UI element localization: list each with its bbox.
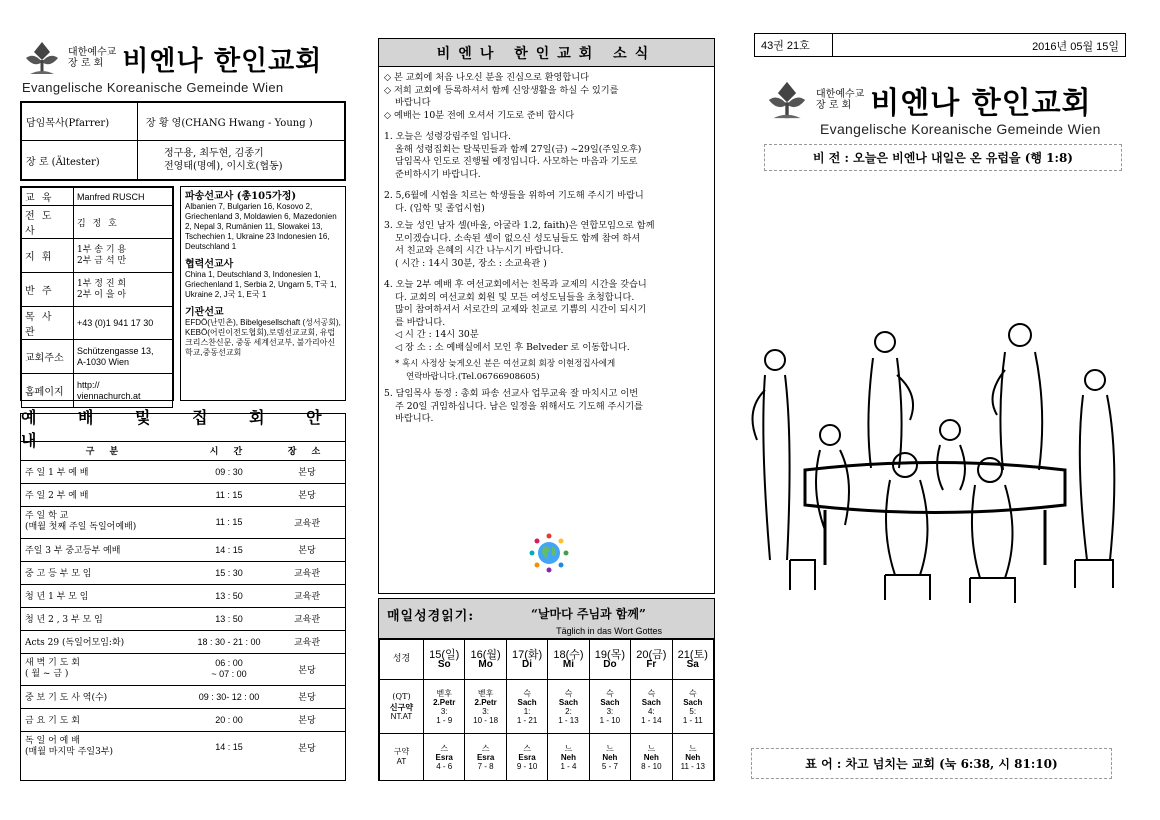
info-label: 지 휘 <box>22 239 74 273</box>
info-label: 반 주 <box>22 273 74 307</box>
bible-day-header: 17(화) Di <box>506 640 547 680</box>
globe-people-icon <box>528 532 570 574</box>
figure-standing-right <box>993 324 1043 470</box>
info-label: 교 육 <box>22 188 74 206</box>
schedule-row: 청 년 1 부 모 임 13 : 50 교육관 <box>21 584 345 607</box>
mission-text: EFDÖ(난민촌), Bibelgesellschaft (성서공회), KEBÖ(어린이전도협회),로뎀선교교회, 유럽 크리스찬신문, 중동 세계선교부, 불가리아신학교,중동선교회 <box>185 318 341 357</box>
news-welcome: ◇ 저희 교회에 등록하셔서 함께 신앙생활을 하실 수 있기를 <box>384 84 619 96</box>
schedule-row: 주 일 2 부 예 배 11 : 15 본당 <box>21 483 345 506</box>
info-value: +43 (0)1 941 17 30 <box>74 307 173 340</box>
church-logo-header <box>20 36 345 94</box>
info-value: Schützengasse 13, A-1030 Wien <box>74 340 173 374</box>
info-label: 홈페이지 <box>22 374 74 408</box>
mission-text: China 1, Deutschland 3, Indonesien 1, Griechenland 1, Serbia 2, Ungarn 5, T국 1, Ukraine 2, J국 1, E국 1 <box>185 270 337 299</box>
bible-ot-reading: 스 Esra 9 - 10 <box>506 734 547 781</box>
bible-day-header: 16(월) Mo <box>465 640 506 680</box>
mission-title: 파송선교사 (총105가정) <box>185 191 297 202</box>
church-name-korean: 비엔나 한인교회 <box>870 86 1092 121</box>
bible-row-label: 성경 <box>380 640 424 680</box>
bible-nt-reading: 슥 Sach 1: 1 - 21 <box>506 680 547 734</box>
issue-bar <box>754 33 1126 57</box>
schedule-title: 예 배 및 집 회 안 내 <box>21 414 345 442</box>
schedule-row: 주일 3 부 중고등부 예배 14 : 15 본당 <box>21 538 345 561</box>
news-item: 1. 오늘은 성령강림주일 입니다. 올해 성령집회는 탈북민들과 함께 27일(금) ~29일(주일오후) 담임목사 인도로 진행될 예정입니다. 사모하는 마음과 기도로 준비하시기 바랍니다. <box>384 131 642 180</box>
news-body <box>379 67 714 431</box>
mission-box <box>180 186 346 401</box>
bible-day-header: 20(금) Fr <box>631 640 672 680</box>
bible-row-label: (QT) 신구약 NT.AT <box>380 680 424 734</box>
pastor-name: 장 황 영(CHANG Hwang - Young ) <box>138 103 345 141</box>
figure-standing-center <box>868 332 913 468</box>
bible-reading-table <box>379 639 714 781</box>
bible-ot-reading: 느 Neh 8 - 10 <box>631 734 672 781</box>
homepage-link[interactable]: http:// viennachurch.at <box>74 374 173 408</box>
schedule-row: 금 요 기 도 회 20 : 00 본당 <box>21 708 345 731</box>
info-value: 1부 송 기 용 2부 금 석 만 <box>74 239 173 273</box>
schedule-header: 구 분 <box>21 442 189 460</box>
info-label: 교회주소 <box>22 340 74 374</box>
info-value: Manfred RUSCH <box>74 188 173 206</box>
elder-label: 장 로 (Ältester) <box>22 141 138 180</box>
bible-nt-reading: 슥 Sach 2: 1 - 13 <box>548 680 589 734</box>
bible-header <box>379 599 714 639</box>
schedule-row: 청 년 2 , 3 부 모 임 13 : 50 교육관 <box>21 607 345 630</box>
bible-subtitle-german: Täglich in das Wort Gottes <box>556 626 662 636</box>
pastor-label: 담임목사(Pfarrer) <box>22 103 138 141</box>
schedule-row: Acts 29 (독일어모임:화) 18 : 30 - 21 : 00 교육관 <box>21 630 345 653</box>
info-value: 1부 정 진 희 2부 이 을 아 <box>74 273 173 307</box>
schedule-row: 주 일 1 부 예 배 09 : 30 본당 <box>21 460 345 483</box>
church-emblem-icon <box>20 36 64 80</box>
news-item: 4. 오늘 2부 예배 후 여선교회에서는 친목과 교제의 시간을 갖습니 다. 교회의 여선교회 회원 및 모든 여성도님들을 초청합니다. 많이 참여하셔서 서로간의 교제와 친교로 기쁨의 시간이 되시기 를 바랍니다. ◁ 시 간 : 14시 30분 ◁ 장 소 : 소 예배실에서 모인 후 Belveder 로 이동합니다. * 혹시 사정상 늦게오신 분은 여선교회 회장 이현정집사에게 연락바랍니다.(Tel.06766908605) <box>384 279 647 382</box>
bible-day-header: 21(토) Sa <box>672 640 713 680</box>
church-emblem-icon <box>762 75 812 125</box>
bible-ot-reading: 느 Neh 11 - 13 <box>672 734 713 781</box>
bible-day-header: 18(수) Mi <box>548 640 589 680</box>
news-item: 2. 5,6월에 시험을 치르는 학생들을 위하여 기도해 주시기 바랍니 다. (입학 및 졸업시험) <box>384 190 644 214</box>
pastor-table <box>20 101 346 181</box>
bible-ot-reading: 느 Neh 1 - 4 <box>548 734 589 781</box>
bible-ot-reading: 스 Esra 4 - 6 <box>424 734 465 781</box>
figure-standing-left <box>753 350 790 560</box>
church-name-german: Evangelische Koreanische Gemeinde Wien <box>820 121 1101 137</box>
news-item: 3. 오늘 성인 남자 셀(바울, 아굴라 1.2, faith)은 연합모임으로 함께 모이겠습니다. 소속된 셀이 없으신 성도님들도 함께 참여 하셔 서 친교와 은혜의 시간 나누시기 바랍니다. ( 시간 : 14시 30분, 장소 : 소교육관 ) <box>384 220 655 269</box>
bible-ot-reading: 스 Esra 7 - 8 <box>465 734 506 781</box>
denomination-label: 대한예수교 장 로 회 <box>68 47 117 69</box>
schedule-row: 중 고 등 부 모 임 15 : 30 교육관 <box>21 561 345 584</box>
elder-names: 정구용, 최두현, 김종기 전영태(명예), 이시호(협동) <box>138 141 345 180</box>
schedule-header: 장 소 <box>269 442 345 460</box>
news-welcome: 바랍니다 <box>395 97 431 108</box>
bible-subtitle: “날마다 주님과 함께” <box>531 607 646 621</box>
news-welcome: ◇ 본 교회에 처음 나오신 분을 진심으로 환영합니다 <box>384 72 590 83</box>
news-title: 비엔나 한인교회 소식 <box>379 39 714 67</box>
bible-nt-reading: 슥 Sach 3: 1 - 10 <box>589 680 630 734</box>
mission-text: Albanien 7, Bulgarien 16, Kosovo 2, Griechenland 3, Moldawien 6, Mazedonien 2, Nepal 3, Rumänien 11, Slowakei 13, Tschechien 1, Ukraine 23 Indonesien 16, Deutschland 1 <box>185 202 337 251</box>
bible-nt-reading: 벧후 2.Petr 3: 1 - 9 <box>424 680 465 734</box>
schedule-row: 주 일 학 교 (매월 첫째 주일 독일어예배) 11 : 15 교육관 <box>21 506 345 538</box>
vision-statement: 비 전 : 오늘은 비엔나 내일은 온 유럽을 (행 1:8) <box>764 144 1122 171</box>
news-welcome: ◇ 예배는 10분 전에 오셔서 기도로 준비 합시다 <box>384 109 575 121</box>
mission-title: 협력선교사 <box>185 259 234 270</box>
bible-nt-reading: 슥 Sach 5: 1 - 11 <box>672 680 713 734</box>
info-value: 김 정 호 <box>74 206 173 239</box>
denomination-label: 대한예수교 장 로 회 <box>816 89 865 111</box>
staff-info-table <box>20 186 174 401</box>
church-name-german: Evangelische Koreanische Gemeinde Wien <box>22 80 284 95</box>
news-item: 5. 담임목사 동정 : 총회 파송 선교사 업무교육 잘 마치시고 이번 주 20일 귀임하십니다. 남은 일정을 위해서도 기도해 주시기를 바랍니다. <box>384 388 644 424</box>
daily-bible-reading <box>378 598 715 781</box>
bible-nt-reading: 벧후 2.Petr 3: 10 - 18 <box>465 680 506 734</box>
issue-number: 43권 21호 <box>755 34 833 56</box>
stools <box>790 560 1113 590</box>
church-news <box>378 38 715 594</box>
schedule-row: 새 벽 기 도 회 ( 월 ~ 금 ) 06 : 00 ~ 07 : 00 본당 <box>21 653 345 685</box>
schedule-row: 중 보 기 도 사 역(수) 09 : 30- 12 : 00 본당 <box>21 685 345 708</box>
worship-schedule <box>20 407 346 781</box>
info-label: 전 도 사 <box>22 206 74 239</box>
bible-ot-reading: 느 Neh 5 - 7 <box>589 734 630 781</box>
bible-title: 매일성경읽기: <box>387 609 475 624</box>
bible-day-header: 19(목) Do <box>589 640 630 680</box>
figure-far-right <box>1080 370 1115 560</box>
church-logo-main <box>762 75 1132 137</box>
church-name-korean: 비엔나 한인교회 <box>122 45 323 77</box>
bible-day-header: 15(일) So <box>424 640 465 680</box>
motto-statement: 표 어 : 차고 넘치는 교회 (눅 6:38, 시 81:10) <box>751 748 1112 779</box>
bible-nt-reading: 슥 Sach 4: 1 - 14 <box>631 680 672 734</box>
issue-date: 2016년 05월 15일 <box>1032 41 1119 53</box>
info-label: 목 사 관 <box>22 307 74 340</box>
last-supper-illustration <box>735 320 1135 605</box>
bible-row-label: 구약 AT <box>380 734 424 781</box>
schedule-header: 시 간 <box>189 442 269 460</box>
mission-title: 기관선교 <box>185 307 224 318</box>
schedule-row: 독 일 어 예 배 (매월 마지막 주일3부) 14 : 15 본당 <box>25 736 316 758</box>
